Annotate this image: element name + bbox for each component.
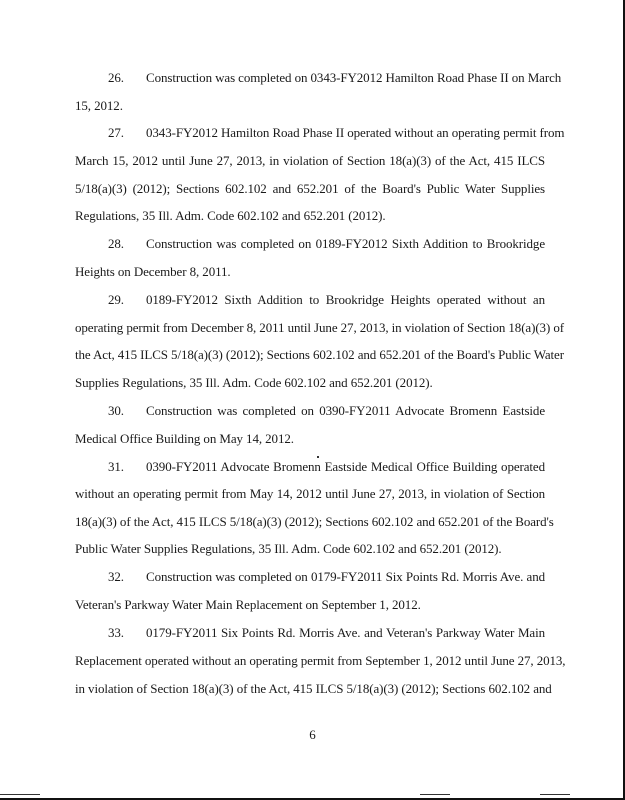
paragraph-number: 26.	[108, 70, 124, 85]
paragraph-28-line-1: 28. Construction was completed on 0189-FY2012 Sixth Addition to Brookridge	[108, 236, 545, 251]
scan-speck	[317, 456, 319, 458]
scan-edge-mark	[420, 794, 450, 795]
paragraph-27-line-1: 27. 0343-FY2012 Hamilton Road Phase II operated without an operating permit from	[108, 125, 565, 140]
paragraph-32-line-2: Veteran's Parkway Water Main Replacement on September 1, 2012.	[75, 597, 421, 612]
paragraph-27-line-3: 5/18(a)(3) (2012); Sections 602.102 and 652.201 of the Board's Public Water Supplies	[75, 181, 545, 196]
paragraph-33-line-3: in violation of Section 18(a)(3) of the Act, 415 ILCS 5/18(a)(3) (2012); Sections 602.102 and	[75, 681, 552, 696]
paragraph-31-line-3: 18(a)(3) of the Act, 415 ILCS 5/18(a)(3) (2012); Sections 602.102 and 652.201 of the Board's	[75, 514, 554, 529]
paragraph-number: 30.	[108, 403, 124, 418]
paragraph-number: 28.	[108, 236, 124, 251]
paragraph-number: 27.	[108, 125, 124, 140]
scan-edge-mark	[0, 794, 40, 795]
paragraph-29-line-3: the Act, 415 ILCS 5/18(a)(3) (2012); Sections 602.102 and 652.201 of the Board's Public Water	[75, 347, 564, 362]
scan-edge-mark	[540, 794, 570, 795]
paragraph-29-line-4: Supplies Regulations, 35 Ill. Adm. Code 602.102 and 652.201 (2012).	[75, 375, 433, 390]
paragraph-29-line-1: 29. 0189-FY2012 Sixth Addition to Brookridge Heights operated without an	[108, 292, 545, 307]
page-number: 6	[309, 727, 316, 742]
paragraph-number: 29.	[108, 292, 124, 307]
paragraph-28-line-2: Heights on December 8, 2011.	[75, 264, 231, 279]
paragraph-26-line-1: 26. Construction was completed on 0343-FY2012 Hamilton Road Phase II on March	[108, 70, 562, 85]
paragraph-31-line-2: without an operating permit from May 14, 2012 until June 27, 2013, in violation of Section	[75, 486, 545, 501]
paragraph-31-line-1: 31. 0390-FY2011 Advocate Bromenn Eastside Medical Office Building operated	[108, 459, 545, 474]
paragraph-33-line-2: Replacement operated without an operating permit from September 1, 2012 until June 27, 2013,	[75, 653, 566, 668]
paragraph-29-line-2: operating permit from December 8, 2011 until June 27, 2013, in violation of Section 18(a)(3) of	[75, 320, 564, 335]
paragraph-32-line-1: 32. Construction was completed on 0179-FY2011 Six Points Rd. Morris Ave. and	[108, 569, 545, 584]
paragraph-30-line-1: 30. Construction was completed on 0390-FY2011 Advocate Bromenn Eastside	[108, 403, 545, 418]
paragraph-30-line-2: Medical Office Building on May 14, 2012.	[75, 431, 294, 446]
paragraph-33-line-1: 33. 0179-FY2011 Six Points Rd. Morris Ave. and Veteran's Parkway Water Main	[108, 625, 545, 640]
paragraph-number: 32.	[108, 569, 124, 584]
paragraph-27-line-2: March 15, 2012 until June 27, 2013, in violation of Section 18(a)(3) of the Act, 415 ILCS	[75, 153, 545, 168]
paragraph-27-line-4: Regulations, 35 Ill. Adm. Code 602.102 and 652.201 (2012).	[75, 208, 386, 223]
paragraph-number: 33.	[108, 625, 124, 640]
paragraph-26-line-2: 15, 2012.	[75, 98, 123, 113]
paragraph-31-line-4: Public Water Supplies Regulations, 35 Ill. Adm. Code 602.102 and 652.201 (2012).	[75, 541, 502, 556]
paragraph-number: 31.	[108, 459, 124, 474]
